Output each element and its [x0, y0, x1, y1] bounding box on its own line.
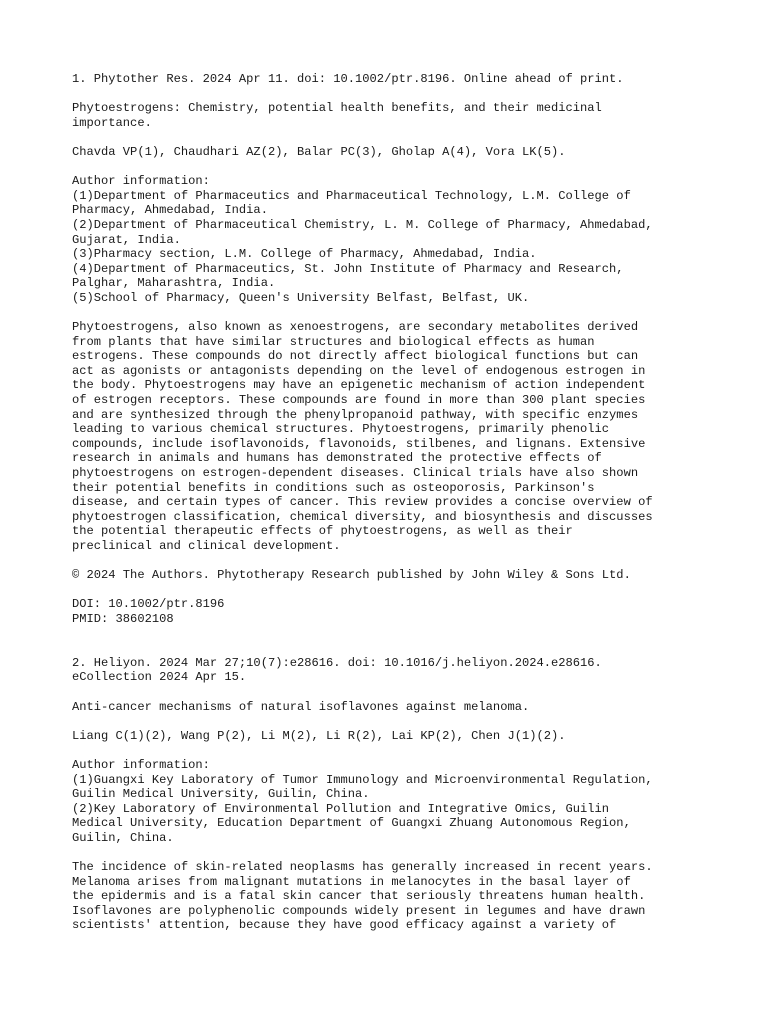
abstract-line: research in animals and humans has demonstrated the protective effects of: [72, 451, 602, 466]
abstract-line: the epidermis and is a fatal skin cancer that seriously threatens human health.: [72, 889, 646, 904]
author-list: [72, 145, 712, 160]
affiliation-line: (1)Guangxi Key Laboratory of Tumor Immunology and Microenvironmental Regulation,: [72, 772, 653, 787]
abstract-line: preclinical and clinical development.: [72, 539, 341, 553]
copyright-notice: [72, 568, 712, 583]
citation-line: 2. Heliyon. 2024 Mar 27;10(7):e28616. doi: 10.1016/j.heliyon.2024.e28616.: [72, 655, 602, 670]
affiliation-line: (2)Key Laboratory of Environmental Pollution and Integrative Omics, Guilin: [72, 801, 610, 816]
authors-line: Chavda VP(1), Chaudhari AZ(2), Balar PC(3), Gholap A(4), Vora LK(5).: [72, 144, 566, 159]
abstract-line: leading to various chemical structures. Phytoestrogens, primarily phenolic: [72, 422, 610, 437]
abstract-line: Melanoma arises from malignant mutations in melanocytes in the basal layer of: [72, 874, 631, 889]
abstract-line: of estrogen receptors. These compounds are found in more than 300 plant species: [72, 393, 646, 408]
abstract-line: phytoestrogen classification, chemical diversity, and biosynthesis and discusses: [72, 509, 653, 524]
affiliation-line: (1)Department of Pharmaceutics and Pharmaceutical Technology, L.M. College of: [72, 188, 631, 203]
abstract-line: Isoflavones are polyphenolic compounds widely present in legumes and have drawn: [72, 903, 646, 918]
identifiers: [72, 597, 712, 626]
affiliation-line: (5)School of Pharmacy, Queen's University Belfast, Belfast, UK.: [72, 290, 530, 305]
author-information: [72, 174, 712, 305]
abstract-line: compounds, include isoflavonoids, flavonoids, stilbenes, and lignans. Extensive: [72, 436, 646, 451]
affiliation-line: (3)Pharmacy section, L.M. College of Pharmacy, Ahmedabad, India.: [72, 247, 537, 262]
citation: [72, 72, 712, 87]
affiliation-line: (4)Department of Pharmaceutics, St. John Institute of Pharmacy and Research,: [72, 261, 624, 276]
record-1: [72, 72, 712, 627]
author-information: [72, 758, 712, 846]
citation: [72, 656, 712, 685]
abstract-line: and are synthesized through the phenylpropanoid pathway, with specific enzymes: [72, 407, 639, 422]
citation-line: 1. Phytother Res. 2024 Apr 11. doi: 10.1002/ptr.8196. Online ahead of print.: [72, 72, 624, 86]
title-line: Phytoestrogens: Chemistry, potential health benefits, and their medicinal: [72, 101, 602, 116]
record-2: [72, 656, 712, 933]
author-list: [72, 729, 712, 744]
doi-line: DOI: 10.1002/ptr.8196: [72, 597, 225, 612]
abstract-line: their potential benefits in conditions such as osteoporosis, Parkinson's: [72, 480, 595, 495]
abstract-line: disease, and certain types of cancer. This review provides a concise overview of: [72, 495, 653, 510]
affiliation-line: Guilin, China.: [72, 830, 174, 845]
abstract-line: The incidence of skin-related neoplasms has generally increased in recent years.: [72, 860, 653, 875]
abstract-line: phytoestrogens on estrogen-dependent diseases. Clinical trials have also shown: [72, 466, 639, 481]
abstract-line: act as agonists or antagonists depending on the level of endogenous estrogen in: [72, 363, 646, 378]
title-line: importance.: [72, 115, 152, 130]
abstract-line: the potential therapeutic effects of phytoestrogens, as well as their: [72, 524, 573, 539]
document-page: [72, 72, 712, 933]
abstract-line: Phytoestrogens, also known as xenoestrogens, are secondary metabolites derived: [72, 320, 639, 335]
abstract-line: estrogens. These compounds do not directly affect biological functions but can: [72, 349, 639, 364]
abstract: [72, 860, 712, 933]
abstract-line: from plants that have similar structures and biological effects as human: [72, 334, 595, 349]
authors-line: Liang C(1)(2), Wang P(2), Li M(2), Li R(2), Lai KP(2), Chen J(1)(2).: [72, 728, 566, 743]
article-title: [72, 700, 712, 715]
pmid-line: PMID: 38602108: [72, 611, 174, 626]
affiliation-line: Guilin Medical University, Guilin, China.: [72, 787, 370, 802]
citation-line: eCollection 2024 Apr 15.: [72, 670, 247, 685]
author-info-heading: Author information:: [72, 174, 210, 189]
affiliation-line: Gujarat, India.: [72, 232, 181, 247]
affiliation-line: Medical University, Education Department of Guangxi Zhuang Autonomous Region,: [72, 816, 631, 831]
affiliation-line: Pharmacy, Ahmedabad, India.: [72, 203, 268, 218]
author-info-heading: Author information:: [72, 757, 210, 772]
abstract-line: the body. Phytoestrogens may have an epigenetic mechanism of action independent: [72, 378, 646, 393]
title-line: Anti-cancer mechanisms of natural isoflavones against melanoma.: [72, 699, 530, 714]
affiliation-line: Palghar, Maharashtra, India.: [72, 276, 276, 291]
article-title: [72, 101, 712, 130]
abstract: [72, 320, 712, 554]
copyright-line: © 2024 The Authors. Phytotherapy Research published by John Wiley & Sons Ltd.: [72, 568, 631, 583]
affiliation-line: (2)Department of Pharmaceutical Chemistry, L. M. College of Pharmacy, Ahmedabad,: [72, 217, 653, 232]
abstract-line: scientists' attention, because they have good efficacy against a variety of: [72, 918, 617, 933]
